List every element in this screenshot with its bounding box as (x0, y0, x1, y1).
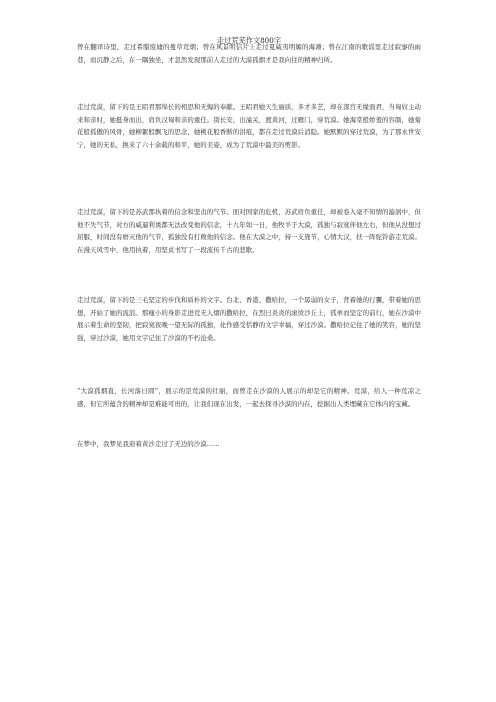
paragraph-wang-zhaojun: 走过荒漠，留下的是王昭君那绵长的相思和无悔的奉献。王昭君她天生丽质，多才多艺，却在深宫无缘面君，当匈奴主动来和亲时，她挺身而出，肩负汉匈和亲的重任。别长安，出潼关，渡黄河，过雁门，穿荒漠。她海棠般娇羞的容颜，她菊花般孤傲的风骨，她柳絮般飘飞的思念，她桃花般香断的泪痕，都在走过荒漠后消隐。她默默的穿过荒漠，为了那永世安宁，她的无私，换来了六十余载的和平，她的美姿，成为了荒漠中最美的剪影。 (77, 103, 421, 149)
paragraph-desert-spirit: “大漠孤烟直，长河落日圆”，展示的是荒漠的壮丽，而曾走在沙漠的人展示的却是它的精神。荒漠，给人一种荒凉之感，但它所蕴含的精神却是难能可贵的，让我们现在出发，一起去探寻沙漠的内在，挖掘出人类埋藏在它体内的宝藏。 (77, 387, 421, 408)
paragraph-su-wu: 走过荒漠，留下的是苏武那执着的信念和坚贞的气节。面对国家的危机，苏武肩负重任，却被卷入毫不知情的漩涡中，但他不失气节，对方的威逼利诱都无法改变他的信念，十九年如一日，他牧羊于大漠，孤独与寂寞伴他左右，但他从没想过屈服，时间没有磨灭他的气节，孤独没有打败他的信念。他在大漠之中，持一支旄节，心情大汉，扶一阵驼铃游走荒漠。在漫天风雪中，他用执着，用坚贞书写了一段流传千古的悲歌。 (77, 208, 421, 254)
document-title: 走过荒芜作文800字 (216, 36, 282, 45)
paragraph-intro: 曾在翻译诗里，走过希腊废墟的蔓草荒烟；曾在风景明信片上走过夏威夷明媚的海滩；曾在江南的歌谣里走过寂寥的雨巷，而沉静之后，在一隅独坐，才忽然发现那前人走过的大漠孤烟才是我向往的精神归所。 (77, 43, 421, 64)
paragraph-dream: 在梦中，我梦见我迎着黄沙走过了无边的沙漠…… (77, 440, 220, 448)
paragraph-san-mao: 走过荒漠，留下的是三毛坚定的步伐和质朴的文字。台北、香港、撒哈拉，一个孱弱的女子，背着她的行囊，带着她的思想，开始了她的流浪。那瘦小的身影走进荒无人烟的撒哈拉，在烈日炎炎的滚烫沙丘上，孤单而坚定的前行，她在沙漠中展示着生命的坚韧，把寂寞夜晚一望无际的孤独，化作感受恬静的文字幸福，穿过沙漠。撒哈拉记住了她的笑容，她的坚强，穿过沙漠，她用文字记住了沙漠的不朽沧桑。 (77, 296, 421, 342)
